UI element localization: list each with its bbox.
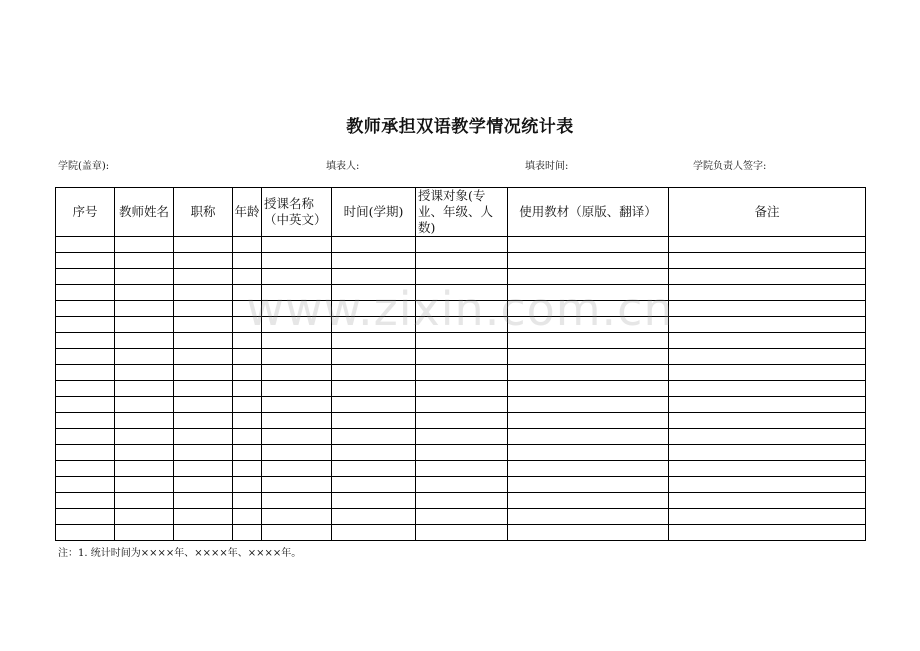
table-cell[interactable]	[262, 333, 332, 349]
table-cell[interactable]	[669, 253, 866, 269]
table-cell[interactable]	[233, 429, 262, 445]
table-cell[interactable]	[332, 349, 416, 365]
table-cell[interactable]	[174, 317, 233, 333]
table-cell[interactable]	[332, 381, 416, 397]
table-cell[interactable]	[508, 285, 669, 301]
leader-sign-label: 学院负责人签字:	[693, 161, 767, 172]
table-cell[interactable]	[115, 301, 174, 317]
table-cell[interactable]	[332, 333, 416, 349]
table-cell[interactable]	[233, 301, 262, 317]
table-row	[56, 461, 866, 477]
table-cell[interactable]	[416, 381, 508, 397]
table-row	[56, 301, 866, 317]
table-cell[interactable]	[56, 285, 115, 301]
table-cell[interactable]	[174, 461, 233, 477]
table-cell[interactable]	[416, 317, 508, 333]
table-cell[interactable]	[669, 493, 866, 509]
table-cell[interactable]	[174, 397, 233, 413]
table-cell[interactable]	[233, 365, 262, 381]
table-cell[interactable]	[174, 413, 233, 429]
college-seal-label: 学院(盖章):	[58, 161, 110, 172]
table-cell[interactable]	[115, 397, 174, 413]
table-cell[interactable]	[115, 317, 174, 333]
fill-time-label: 填表时间:	[525, 161, 569, 172]
table-cell[interactable]	[115, 429, 174, 445]
table-cell[interactable]	[416, 269, 508, 285]
table-cell[interactable]	[56, 477, 115, 493]
table-cell[interactable]	[508, 509, 669, 525]
table-cell[interactable]	[669, 349, 866, 365]
table-cell[interactable]	[332, 477, 416, 493]
col-header-textbook: 使用教材（原版、翻译）	[508, 188, 669, 237]
table-cell[interactable]	[233, 413, 262, 429]
table-row	[56, 269, 866, 285]
table-cell[interactable]	[332, 365, 416, 381]
table-cell[interactable]	[669, 477, 866, 493]
table-cell[interactable]	[56, 269, 115, 285]
table-cell[interactable]	[416, 253, 508, 269]
table-cell[interactable]	[174, 493, 233, 509]
table-cell[interactable]	[416, 333, 508, 349]
table-cell[interactable]	[508, 413, 669, 429]
table-cell[interactable]	[669, 461, 866, 477]
table-cell[interactable]	[332, 525, 416, 541]
table-cell[interactable]	[233, 333, 262, 349]
table-cell[interactable]	[115, 413, 174, 429]
table-cell[interactable]	[115, 477, 174, 493]
table-cell[interactable]	[508, 525, 669, 541]
table-cell[interactable]	[56, 509, 115, 525]
table-cell[interactable]	[233, 285, 262, 301]
table-cell[interactable]	[669, 333, 866, 349]
header-row	[56, 188, 866, 237]
table-cell[interactable]	[233, 317, 262, 333]
table-cell[interactable]	[508, 269, 669, 285]
table-cell[interactable]	[416, 397, 508, 413]
table-cell[interactable]	[262, 317, 332, 333]
table-cell[interactable]	[56, 445, 115, 461]
table-cell[interactable]	[115, 525, 174, 541]
statistics-table	[55, 187, 866, 541]
table-cell[interactable]	[262, 429, 332, 445]
filler-label: 填表人:	[326, 161, 360, 172]
table-cell[interactable]	[56, 493, 115, 509]
table-cell[interactable]	[56, 317, 115, 333]
table-cell[interactable]	[332, 429, 416, 445]
table-cell[interactable]	[332, 285, 416, 301]
table-cell[interactable]	[416, 429, 508, 445]
col-header-teacher-name: 教师姓名	[115, 188, 174, 237]
table-cell[interactable]	[508, 381, 669, 397]
table-cell[interactable]	[262, 365, 332, 381]
table-cell[interactable]	[508, 253, 669, 269]
table-cell[interactable]	[174, 333, 233, 349]
table-cell[interactable]	[115, 269, 174, 285]
table-cell[interactable]	[174, 525, 233, 541]
col-header-title: 职称	[174, 188, 233, 237]
table-cell[interactable]	[508, 237, 669, 253]
table-cell[interactable]	[332, 317, 416, 333]
table-cell[interactable]	[669, 301, 866, 317]
table-cell[interactable]	[669, 317, 866, 333]
table-cell[interactable]	[174, 477, 233, 493]
table-cell[interactable]	[416, 477, 508, 493]
table-cell[interactable]	[115, 285, 174, 301]
col-header-semester: 时间(学期)	[332, 188, 416, 237]
table-cell[interactable]	[416, 413, 508, 429]
table-cell[interactable]	[56, 253, 115, 269]
table-cell[interactable]	[508, 477, 669, 493]
table-row	[56, 253, 866, 269]
table-cell[interactable]	[508, 493, 669, 509]
table-cell[interactable]	[115, 253, 174, 269]
table-cell[interactable]	[56, 525, 115, 541]
table-cell[interactable]	[262, 381, 332, 397]
table-cell[interactable]	[416, 285, 508, 301]
table-cell[interactable]	[332, 237, 416, 253]
table-cell[interactable]	[332, 445, 416, 461]
table-cell[interactable]	[669, 445, 866, 461]
table-cell[interactable]	[115, 509, 174, 525]
table-cell[interactable]	[416, 461, 508, 477]
table-cell[interactable]	[262, 237, 332, 253]
table-cell[interactable]	[669, 381, 866, 397]
table-cell[interactable]	[669, 285, 866, 301]
table-cell[interactable]	[508, 445, 669, 461]
table-cell[interactable]	[56, 413, 115, 429]
table-cell[interactable]	[174, 445, 233, 461]
table-cell[interactable]	[233, 397, 262, 413]
col-header-course-name: 授课名称（中英文）	[262, 188, 332, 237]
table-row	[56, 477, 866, 493]
table-cell[interactable]	[56, 237, 115, 253]
table-row	[56, 429, 866, 445]
table-cell[interactable]	[508, 333, 669, 349]
table-cell[interactable]	[115, 237, 174, 253]
table-cell[interactable]	[332, 509, 416, 525]
table-cell[interactable]	[669, 509, 866, 525]
table-row	[56, 445, 866, 461]
table-row	[56, 237, 866, 253]
table-cell[interactable]	[669, 365, 866, 381]
table-cell[interactable]	[508, 429, 669, 445]
col-header-audience: 授课对象(专业、年级、人数)	[416, 188, 508, 237]
table-row	[56, 397, 866, 413]
table-cell[interactable]	[233, 477, 262, 493]
table-cell[interactable]	[262, 525, 332, 541]
watermark: www.zixin.com.cn	[246, 282, 674, 336]
table-cell[interactable]	[174, 365, 233, 381]
table-cell[interactable]	[115, 493, 174, 509]
table-cell[interactable]	[508, 461, 669, 477]
table-cell[interactable]	[56, 301, 115, 317]
table-cell[interactable]	[56, 397, 115, 413]
table-row	[56, 333, 866, 349]
table-cell[interactable]	[262, 493, 332, 509]
table-cell[interactable]	[233, 445, 262, 461]
footnote: 注：1. 统计时间为××××年、××××年、××××年。	[58, 548, 302, 559]
table-cell[interactable]	[115, 365, 174, 381]
table-row	[56, 525, 866, 541]
table-cell[interactable]	[233, 237, 262, 253]
table-cell[interactable]	[56, 365, 115, 381]
table-row	[56, 381, 866, 397]
table-cell[interactable]	[669, 525, 866, 541]
table-cell[interactable]	[262, 461, 332, 477]
table-cell[interactable]	[174, 429, 233, 445]
table-cell[interactable]	[508, 349, 669, 365]
table-cell[interactable]	[416, 525, 508, 541]
col-header-remarks: 备注	[669, 188, 866, 237]
table-cell[interactable]	[56, 381, 115, 397]
table-cell[interactable]	[416, 301, 508, 317]
table-cell[interactable]	[416, 493, 508, 509]
table-cell[interactable]	[262, 477, 332, 493]
table-cell[interactable]	[416, 349, 508, 365]
table-cell[interactable]	[233, 381, 262, 397]
table-cell[interactable]	[416, 237, 508, 253]
table-cell[interactable]	[508, 317, 669, 333]
table-row	[56, 493, 866, 509]
table-cell[interactable]	[508, 365, 669, 381]
table-row	[56, 413, 866, 429]
table-cell[interactable]	[262, 269, 332, 285]
table-cell[interactable]	[174, 381, 233, 397]
table-cell[interactable]	[262, 413, 332, 429]
table-row	[56, 365, 866, 381]
table-cell[interactable]	[174, 349, 233, 365]
table-cell[interactable]	[332, 269, 416, 285]
col-header-age: 年龄	[233, 188, 262, 237]
table-cell[interactable]	[416, 365, 508, 381]
table-cell[interactable]	[233, 349, 262, 365]
table-row	[56, 285, 866, 301]
table-cell[interactable]	[233, 253, 262, 269]
table-cell[interactable]	[56, 333, 115, 349]
table-cell[interactable]	[233, 461, 262, 477]
table-cell[interactable]	[669, 269, 866, 285]
table-cell[interactable]	[56, 461, 115, 477]
table-cell[interactable]	[669, 397, 866, 413]
table-cell[interactable]	[115, 349, 174, 365]
table-cell[interactable]	[115, 381, 174, 397]
table-cell[interactable]	[115, 333, 174, 349]
table-cell[interactable]	[669, 429, 866, 445]
table-cell[interactable]	[262, 445, 332, 461]
table-cell[interactable]	[508, 397, 669, 413]
page-title: 教师承担双语教学情况统计表	[346, 117, 574, 137]
table-cell[interactable]	[416, 445, 508, 461]
table-cell[interactable]	[262, 349, 332, 365]
table-cell[interactable]	[416, 509, 508, 525]
table-cell[interactable]	[332, 301, 416, 317]
table-cell[interactable]	[174, 269, 233, 285]
table-row	[56, 317, 866, 333]
table-cell[interactable]	[508, 301, 669, 317]
table-row	[56, 509, 866, 525]
table-cell[interactable]	[332, 413, 416, 429]
table-cell[interactable]	[233, 525, 262, 541]
table-cell[interactable]	[174, 285, 233, 301]
table-cell[interactable]	[262, 301, 332, 317]
table-cell[interactable]	[332, 461, 416, 477]
col-header-serial: 序号	[56, 188, 115, 237]
table-cell[interactable]	[332, 397, 416, 413]
table-cell[interactable]	[262, 397, 332, 413]
table-cell[interactable]	[669, 237, 866, 253]
table-row	[56, 349, 866, 365]
table-cell[interactable]	[233, 493, 262, 509]
table-cell[interactable]	[262, 253, 332, 269]
table-cell[interactable]	[262, 285, 332, 301]
table-cell[interactable]	[332, 253, 416, 269]
table-cell[interactable]	[174, 509, 233, 525]
table-cell[interactable]	[56, 349, 115, 365]
table-cell[interactable]	[262, 509, 332, 525]
table-cell[interactable]	[115, 461, 174, 477]
table-cell[interactable]	[233, 509, 262, 525]
table-cell[interactable]	[174, 301, 233, 317]
table-cell[interactable]	[56, 429, 115, 445]
table-cell[interactable]	[332, 493, 416, 509]
table-cell[interactable]	[115, 445, 174, 461]
table-cell[interactable]	[669, 413, 866, 429]
table-cell[interactable]	[233, 269, 262, 285]
table-cell[interactable]	[174, 237, 233, 253]
table-cell[interactable]	[174, 253, 233, 269]
